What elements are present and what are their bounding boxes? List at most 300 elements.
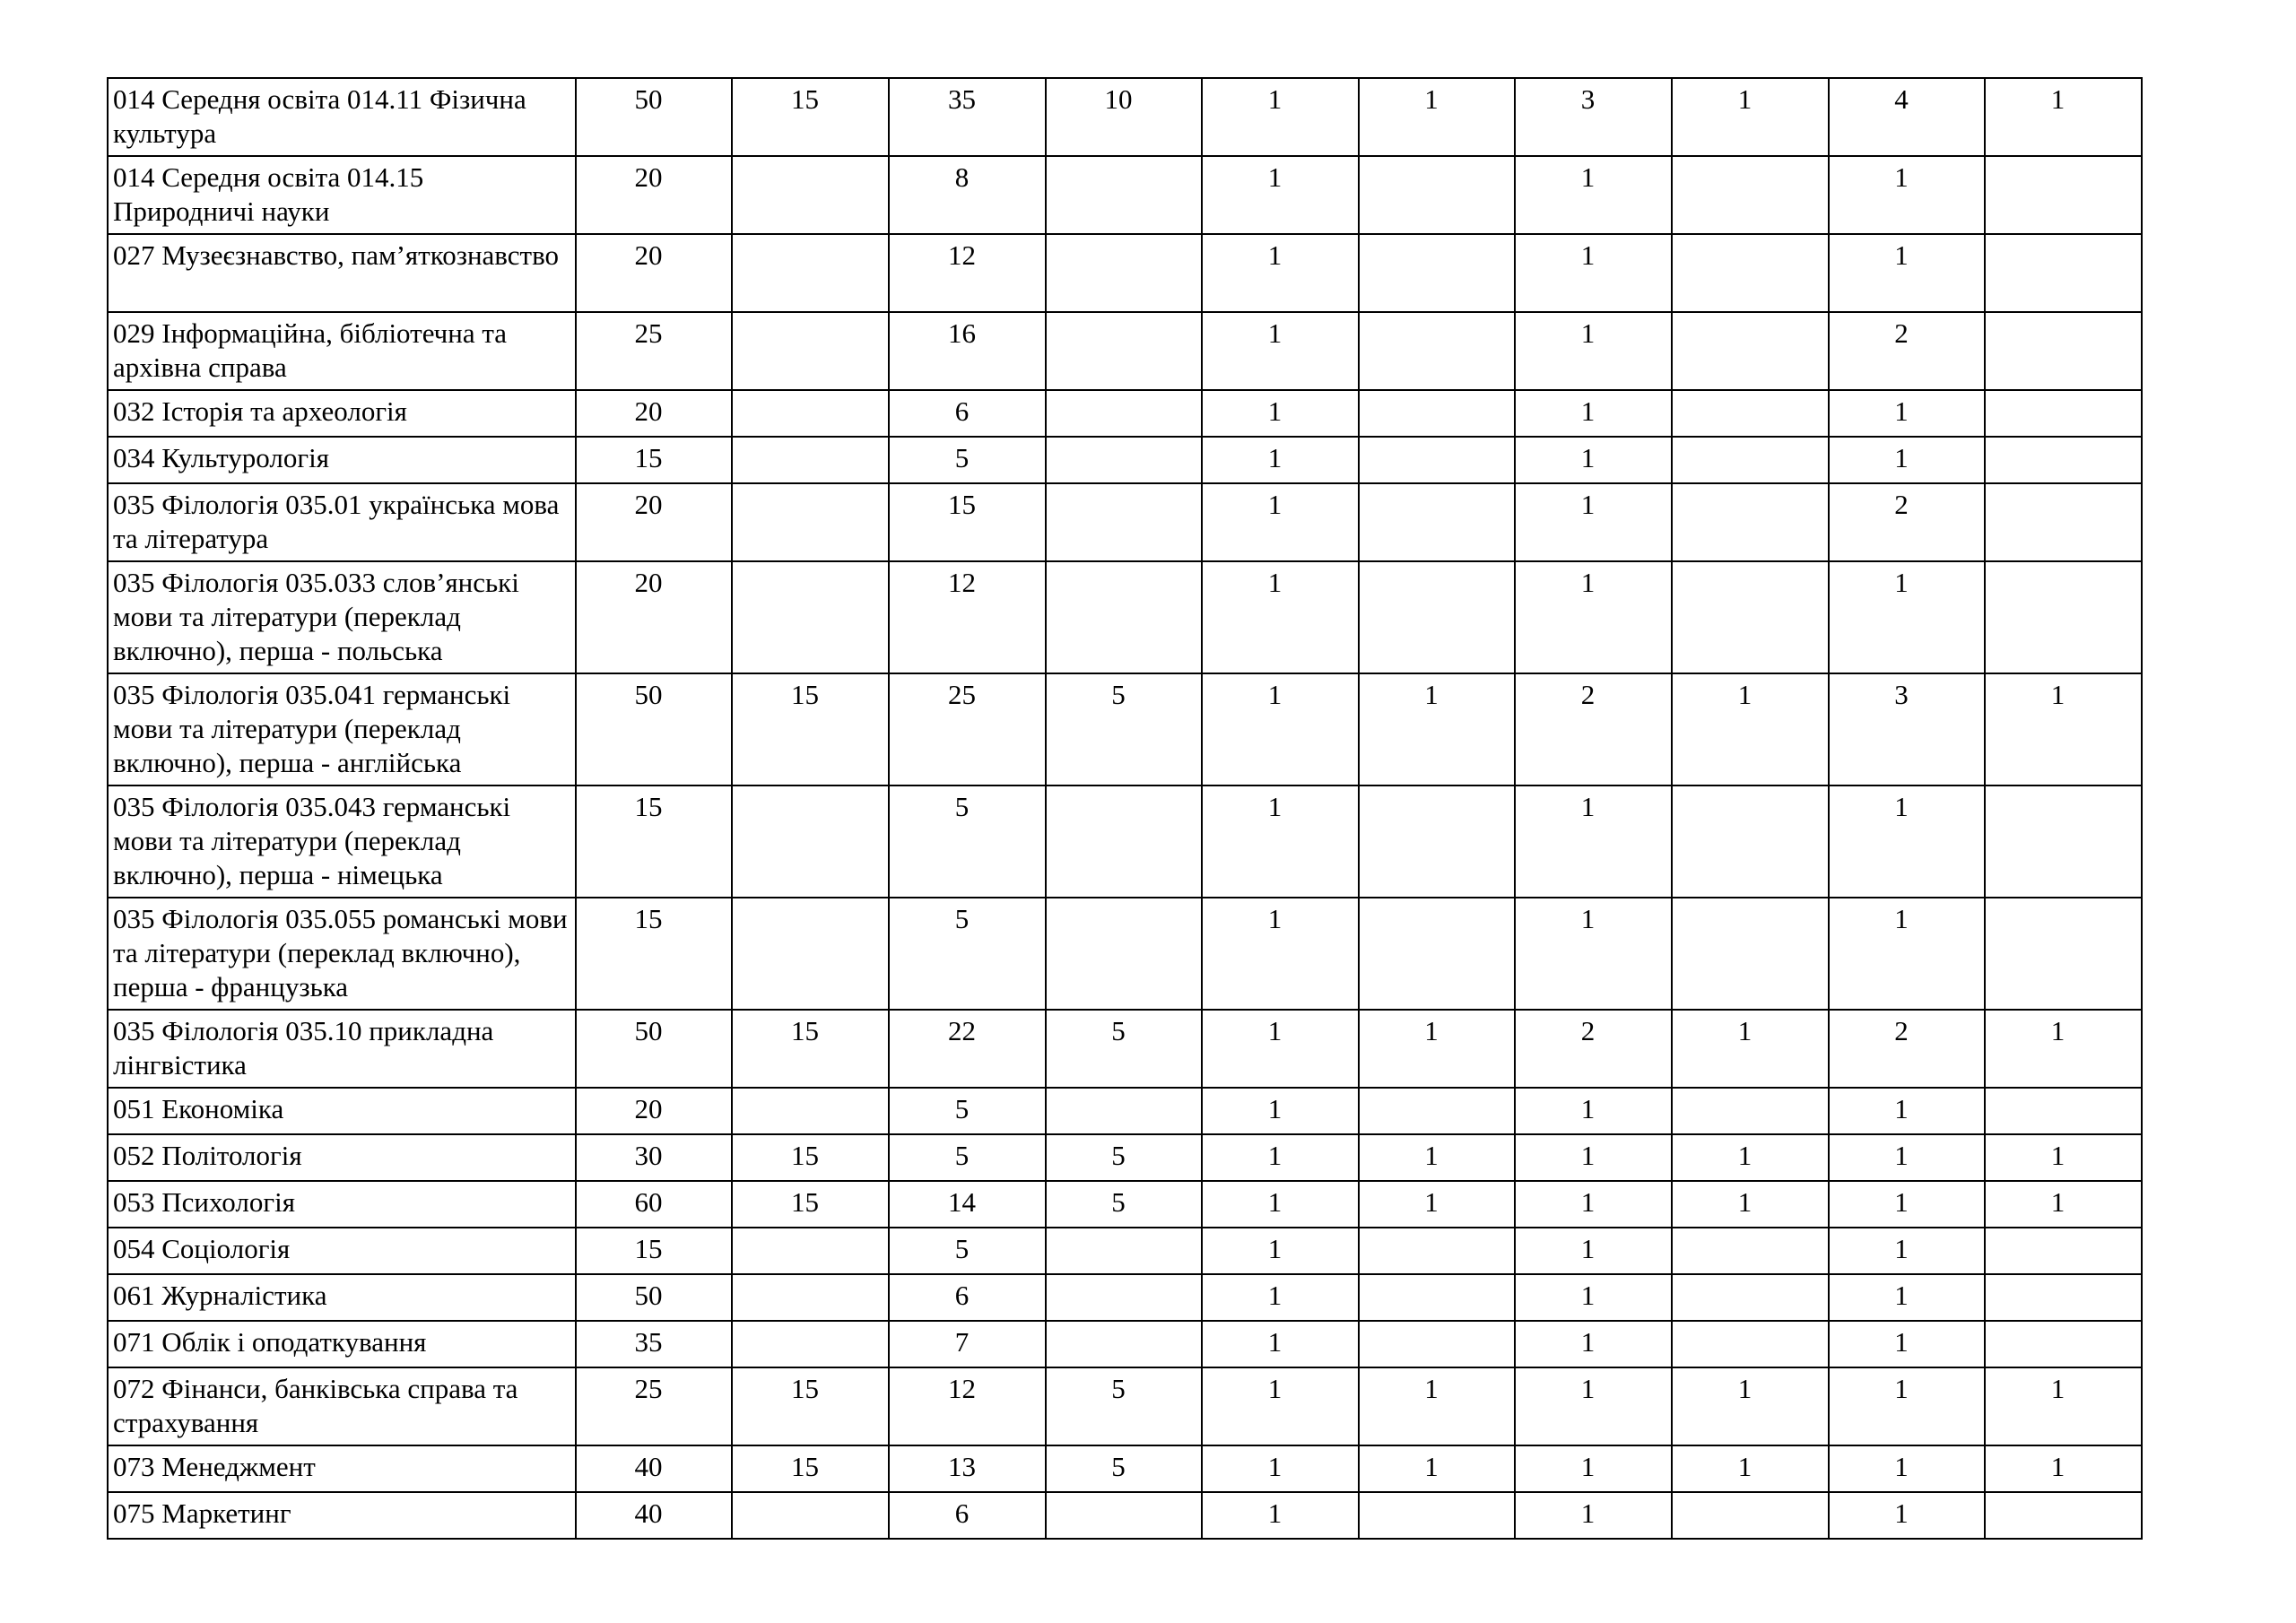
value-text: 1: [1267, 1373, 1283, 1404]
value-cell-col-3: [889, 561, 1046, 673]
value-cell-col-2: [732, 561, 889, 673]
value-cell-col-10: [1985, 1134, 2142, 1181]
specialties-table: [107, 77, 2143, 1540]
value-text: 15: [948, 489, 976, 520]
value-text: 5: [954, 1233, 970, 1264]
value-text: 1: [2050, 1451, 2066, 1482]
value-cell-col-8: [1672, 1274, 1829, 1321]
table-row: [108, 234, 2142, 312]
value-text: 1: [1894, 442, 1909, 473]
value-cell-col-8: [1672, 390, 1829, 437]
value-text: 1: [1894, 1280, 1909, 1311]
value-text: 5: [954, 791, 970, 822]
value-cell-col-10: [1985, 483, 2142, 561]
value-cell-col-7: [1515, 1492, 1672, 1539]
value-cell-col-1: [576, 78, 732, 156]
value-cell-col-10: [1985, 1274, 2142, 1321]
value-text: 1: [1267, 489, 1283, 520]
specialty-name-cell: 035 Філологія 035.041 германські мови та літератури (переклад включно), перша - англійська: [108, 673, 576, 785]
table-row: [108, 78, 2142, 156]
value-cell-col-4: [1046, 898, 1202, 1010]
value-cell-col-7: [1515, 312, 1672, 390]
value-cell-col-1: [576, 785, 732, 898]
value-cell-col-4: [1046, 561, 1202, 673]
value-text: 1: [1424, 1451, 1439, 1482]
specialty-name-cell: 035 Філологія 035.10 прикладна лінгвістика: [108, 1010, 576, 1088]
value-cell-col-3: [889, 390, 1046, 437]
value-text: 1: [1424, 1186, 1439, 1218]
value-cell-col-7: [1515, 78, 1672, 156]
value-cell-col-8: [1672, 1321, 1829, 1367]
value-cell-col-4: [1046, 1134, 1202, 1181]
value-cell-col-10: [1985, 561, 2142, 673]
value-cell-col-6: [1359, 1010, 1515, 1088]
specialty-name-cell: 051 Економіка: [108, 1088, 576, 1134]
value-text: 12: [948, 1373, 976, 1404]
specialty-name-cell: 035 Філологія 035.033 слов’янські мови та літератури (переклад включно), перша - польська: [108, 561, 576, 673]
value-cell-col-6: [1359, 1321, 1515, 1367]
value-cell-col-9: [1829, 1181, 1985, 1228]
value-text: 50: [634, 679, 663, 710]
value-text: 25: [634, 1373, 663, 1404]
value-text: 20: [634, 489, 663, 520]
value-text: 1: [1737, 83, 1752, 115]
value-cell-col-5: [1202, 1088, 1359, 1134]
value-cell-col-5: [1202, 1274, 1359, 1321]
value-cell-col-6: [1359, 1134, 1515, 1181]
value-text: 50: [634, 1280, 663, 1311]
value-cell-col-1: [576, 1445, 732, 1492]
value-text: 15: [791, 1373, 819, 1404]
value-text: 1: [1424, 1140, 1439, 1171]
table-row: [108, 437, 2142, 483]
value-cell-col-2: [732, 1134, 889, 1181]
value-cell-col-8: [1672, 1445, 1829, 1492]
value-cell-col-1: [576, 390, 732, 437]
value-cell-col-10: [1985, 1445, 2142, 1492]
value-text: 2: [1580, 1015, 1596, 1046]
value-cell-col-9: [1829, 312, 1985, 390]
value-text: 30: [634, 1140, 663, 1171]
value-text: 15: [791, 1451, 819, 1482]
value-cell-col-1: [576, 1274, 732, 1321]
value-cell-col-2: [732, 1088, 889, 1134]
value-cell-col-8: [1672, 483, 1829, 561]
value-text: 5: [1111, 1186, 1126, 1218]
specialty-name-cell: 061 Журналістика: [108, 1274, 576, 1321]
value-cell-col-6: [1359, 673, 1515, 785]
table-row: [108, 561, 2142, 673]
value-cell-col-4: [1046, 1445, 1202, 1492]
value-text: 1: [2050, 83, 2066, 115]
value-cell-col-3: [889, 1181, 1046, 1228]
value-text: 35: [634, 1326, 663, 1358]
value-text: 1: [1424, 679, 1439, 710]
value-cell-col-9: [1829, 483, 1985, 561]
value-text: 1: [1580, 395, 1596, 427]
value-cell-col-10: [1985, 312, 2142, 390]
value-cell-col-2: [732, 312, 889, 390]
value-cell-col-8: [1672, 156, 1829, 234]
value-text: 1: [1894, 791, 1909, 822]
value-cell-col-4: [1046, 156, 1202, 234]
value-cell-col-9: [1829, 673, 1985, 785]
table-row: [108, 156, 2142, 234]
value-cell-col-7: [1515, 1445, 1672, 1492]
value-cell-col-7: [1515, 1134, 1672, 1181]
value-cell-col-6: [1359, 234, 1515, 312]
value-text: 5: [1111, 1373, 1126, 1404]
value-cell-col-5: [1202, 78, 1359, 156]
value-cell-col-10: [1985, 1088, 2142, 1134]
value-text: 1: [1267, 83, 1283, 115]
value-cell-col-9: [1829, 437, 1985, 483]
value-cell-col-1: [576, 1228, 732, 1274]
value-text: 5: [954, 1093, 970, 1124]
value-text: 1: [1580, 791, 1596, 822]
value-cell-col-10: [1985, 785, 2142, 898]
value-cell-col-3: [889, 1321, 1046, 1367]
value-cell-col-5: [1202, 1445, 1359, 1492]
value-text: 1: [2050, 1373, 2066, 1404]
value-cell-col-3: [889, 898, 1046, 1010]
value-text: 1: [1580, 317, 1596, 349]
value-text: 1: [1267, 1451, 1283, 1482]
value-cell-col-7: [1515, 156, 1672, 234]
table-row: [108, 483, 2142, 561]
value-cell-col-9: [1829, 1445, 1985, 1492]
value-cell-col-9: [1829, 1492, 1985, 1539]
value-text: 20: [634, 395, 663, 427]
value-text: 20: [634, 161, 663, 193]
value-cell-col-5: [1202, 1181, 1359, 1228]
value-cell-col-1: [576, 156, 732, 234]
value-text: 1: [1580, 1233, 1596, 1264]
value-cell-col-5: [1202, 561, 1359, 673]
value-text: 5: [954, 903, 970, 934]
value-text: 22: [948, 1015, 976, 1046]
value-text: 5: [954, 1140, 970, 1171]
value-text: 1: [1267, 161, 1283, 193]
value-cell-col-9: [1829, 898, 1985, 1010]
value-cell-col-9: [1829, 1274, 1985, 1321]
value-text: 2: [1894, 1015, 1909, 1046]
specialty-name-cell: 034 Культурологія: [108, 437, 576, 483]
value-cell-col-3: [889, 785, 1046, 898]
value-text: 1: [1580, 903, 1596, 934]
table-row: [108, 1367, 2142, 1445]
value-text: 15: [791, 679, 819, 710]
value-cell-col-9: [1829, 561, 1985, 673]
value-cell-col-2: [732, 1181, 889, 1228]
value-cell-col-3: [889, 437, 1046, 483]
value-text: 1: [2050, 1140, 2066, 1171]
value-cell-col-4: [1046, 312, 1202, 390]
value-cell-col-8: [1672, 1134, 1829, 1181]
value-cell-col-10: [1985, 156, 2142, 234]
value-text: 1: [1267, 791, 1283, 822]
value-cell-col-1: [576, 1367, 732, 1445]
value-text: 1: [1737, 679, 1752, 710]
value-text: 15: [634, 442, 663, 473]
value-text: 1: [1737, 1140, 1752, 1171]
value-text: 1: [1267, 317, 1283, 349]
value-cell-col-2: [732, 1367, 889, 1445]
value-text: 1: [1894, 239, 1909, 271]
value-cell-col-6: [1359, 561, 1515, 673]
table-row: [108, 1492, 2142, 1539]
value-text: 1: [1267, 239, 1283, 271]
value-text: 1: [1267, 1186, 1283, 1218]
value-text: 1: [1894, 567, 1909, 598]
value-cell-col-9: [1829, 1367, 1985, 1445]
value-cell-col-4: [1046, 1274, 1202, 1321]
value-cell-col-8: [1672, 1492, 1829, 1539]
value-cell-col-3: [889, 234, 1046, 312]
value-text: 5: [1111, 1015, 1126, 1046]
specialty-name-cell: 071 Облік і оподаткування: [108, 1321, 576, 1367]
value-cell-col-3: [889, 1367, 1046, 1445]
value-text: 13: [948, 1451, 976, 1482]
value-text: 1: [1580, 442, 1596, 473]
value-text: 1: [1424, 1373, 1439, 1404]
value-cell-col-9: [1829, 1321, 1985, 1367]
table-row: [108, 1445, 2142, 1492]
value-text: 1: [1580, 1451, 1596, 1482]
value-cell-col-6: [1359, 156, 1515, 234]
value-cell-col-5: [1202, 312, 1359, 390]
value-cell-col-5: [1202, 1010, 1359, 1088]
value-cell-col-5: [1202, 785, 1359, 898]
table-row: [108, 390, 2142, 437]
table-row: [108, 1274, 2142, 1321]
value-text: 6: [954, 1497, 970, 1529]
value-cell-col-1: [576, 312, 732, 390]
value-text: 1: [1267, 1280, 1283, 1311]
value-cell-col-7: [1515, 1010, 1672, 1088]
value-cell-col-10: [1985, 1010, 2142, 1088]
value-cell-col-5: [1202, 234, 1359, 312]
value-cell-col-10: [1985, 390, 2142, 437]
value-text: 1: [1894, 1233, 1909, 1264]
value-cell-col-3: [889, 1492, 1046, 1539]
value-cell-col-8: [1672, 673, 1829, 785]
value-text: 1: [1737, 1373, 1752, 1404]
value-text: 5: [1111, 679, 1126, 710]
value-cell-col-6: [1359, 483, 1515, 561]
value-cell-col-3: [889, 156, 1046, 234]
value-text: 1: [1424, 1015, 1439, 1046]
value-cell-col-8: [1672, 1181, 1829, 1228]
table-row: [108, 1321, 2142, 1367]
specialty-name-cell: 035 Філологія 035.055 романські мови та літератури (переклад включно), перша - французька: [108, 898, 576, 1010]
value-text: 50: [634, 83, 663, 115]
value-text: 1: [1894, 1451, 1909, 1482]
value-text: 1: [1580, 489, 1596, 520]
value-text: 1: [1424, 83, 1439, 115]
value-cell-col-4: [1046, 1010, 1202, 1088]
value-cell-col-7: [1515, 1321, 1672, 1367]
value-cell-col-9: [1829, 785, 1985, 898]
value-cell-col-8: [1672, 78, 1829, 156]
value-text: 4: [1894, 83, 1909, 115]
value-text: 10: [1104, 83, 1133, 115]
value-text: 1: [1894, 1373, 1909, 1404]
value-text: 6: [954, 395, 970, 427]
value-cell-col-9: [1829, 234, 1985, 312]
value-cell-col-8: [1672, 437, 1829, 483]
value-cell-col-5: [1202, 1321, 1359, 1367]
value-cell-col-9: [1829, 390, 1985, 437]
value-cell-col-2: [732, 673, 889, 785]
value-cell-col-8: [1672, 312, 1829, 390]
value-cell-col-4: [1046, 78, 1202, 156]
value-cell-col-1: [576, 1321, 732, 1367]
value-text: 1: [1267, 1093, 1283, 1124]
value-cell-col-4: [1046, 234, 1202, 312]
value-cell-col-5: [1202, 1134, 1359, 1181]
value-text: 5: [1111, 1140, 1126, 1171]
value-cell-col-6: [1359, 898, 1515, 1010]
value-cell-col-10: [1985, 1228, 2142, 1274]
value-cell-col-8: [1672, 1228, 1829, 1274]
value-cell-col-5: [1202, 1228, 1359, 1274]
value-cell-col-1: [576, 1134, 732, 1181]
value-text: 15: [634, 791, 663, 822]
specialty-name-cell: 032 Історія та археологія: [108, 390, 576, 437]
value-cell-col-1: [576, 1492, 732, 1539]
value-text: 25: [948, 679, 976, 710]
value-cell-col-6: [1359, 312, 1515, 390]
value-cell-col-9: [1829, 156, 1985, 234]
value-text: 35: [948, 83, 976, 115]
value-cell-col-1: [576, 437, 732, 483]
value-text: 1: [1267, 679, 1283, 710]
value-cell-col-3: [889, 312, 1046, 390]
value-cell-col-4: [1046, 1492, 1202, 1539]
specialty-name-cell: 075 Маркетинг: [108, 1492, 576, 1539]
value-cell-col-7: [1515, 898, 1672, 1010]
table-row: [108, 1010, 2142, 1088]
value-cell-col-4: [1046, 1228, 1202, 1274]
value-text: 1: [1894, 1497, 1909, 1529]
value-cell-col-6: [1359, 1445, 1515, 1492]
value-text: 15: [634, 1233, 663, 1264]
value-cell-col-5: [1202, 898, 1359, 1010]
value-text: 1: [1580, 1326, 1596, 1358]
table-row: [108, 898, 2142, 1010]
value-cell-col-8: [1672, 234, 1829, 312]
value-text: 1: [1580, 567, 1596, 598]
value-cell-col-1: [576, 1010, 732, 1088]
value-cell-col-6: [1359, 785, 1515, 898]
value-text: 1: [1267, 1015, 1283, 1046]
value-cell-col-8: [1672, 898, 1829, 1010]
value-cell-col-6: [1359, 390, 1515, 437]
value-text: 1: [1894, 1186, 1909, 1218]
value-text: 2: [1894, 317, 1909, 349]
value-cell-col-3: [889, 1010, 1046, 1088]
value-text: 1: [1580, 1093, 1596, 1124]
value-cell-col-9: [1829, 1228, 1985, 1274]
table-row: [108, 1134, 2142, 1181]
value-cell-col-3: [889, 1445, 1046, 1492]
value-cell-col-7: [1515, 1181, 1672, 1228]
value-cell-col-4: [1046, 1321, 1202, 1367]
value-cell-col-9: [1829, 1134, 1985, 1181]
value-cell-col-2: [732, 390, 889, 437]
value-text: 3: [1580, 83, 1596, 115]
value-text: 3: [1894, 679, 1909, 710]
value-text: 1: [1580, 1280, 1596, 1311]
value-cell-col-1: [576, 1181, 732, 1228]
table-row: [108, 312, 2142, 390]
value-cell-col-3: [889, 1134, 1046, 1181]
value-text: 25: [634, 317, 663, 349]
value-cell-col-1: [576, 483, 732, 561]
value-cell-col-2: [732, 1228, 889, 1274]
value-cell-col-10: [1985, 234, 2142, 312]
value-text: 1: [2050, 1186, 2066, 1218]
table-row: [108, 1181, 2142, 1228]
specialty-name-cell: 014 Середня освіта 014.11 Фізична культура: [108, 78, 576, 156]
value-text: 1: [1267, 567, 1283, 598]
specialty-name-cell: 035 Філологія 035.01 українська мова та література: [108, 483, 576, 561]
value-cell-col-2: [732, 1010, 889, 1088]
value-cell-col-4: [1046, 785, 1202, 898]
value-cell-col-5: [1202, 156, 1359, 234]
value-cell-col-7: [1515, 785, 1672, 898]
value-cell-col-4: [1046, 1088, 1202, 1134]
value-cell-col-5: [1202, 390, 1359, 437]
value-text: 1: [1580, 161, 1596, 193]
value-cell-col-10: [1985, 898, 2142, 1010]
value-cell-col-8: [1672, 785, 1829, 898]
value-cell-col-10: [1985, 673, 2142, 785]
value-cell-col-8: [1672, 1088, 1829, 1134]
value-text: 2: [1580, 679, 1596, 710]
value-cell-col-2: [732, 437, 889, 483]
value-text: 60: [634, 1186, 663, 1218]
value-cell-col-10: [1985, 1321, 2142, 1367]
value-text: 1: [1580, 1373, 1596, 1404]
table-row: [108, 785, 2142, 898]
value-cell-col-4: [1046, 390, 1202, 437]
value-cell-col-7: [1515, 437, 1672, 483]
value-cell-col-9: [1829, 1088, 1985, 1134]
specialty-name-cell: 027 Музеєзнавство, пам’яткознавство: [108, 234, 576, 312]
value-cell-col-6: [1359, 1181, 1515, 1228]
value-text: 15: [791, 1140, 819, 1171]
value-cell-col-7: [1515, 1367, 1672, 1445]
specialty-name-cell: 052 Політологія: [108, 1134, 576, 1181]
value-cell-col-3: [889, 673, 1046, 785]
value-cell-col-4: [1046, 437, 1202, 483]
value-text: 1: [1894, 395, 1909, 427]
value-text: 1: [1267, 1233, 1283, 1264]
table-row: [108, 673, 2142, 785]
value-text: 1: [1267, 1140, 1283, 1171]
value-cell-col-4: [1046, 673, 1202, 785]
value-text: 2: [1894, 489, 1909, 520]
value-cell-col-2: [732, 483, 889, 561]
value-cell-col-10: [1985, 1367, 2142, 1445]
value-cell-col-2: [732, 156, 889, 234]
value-text: 1: [1894, 903, 1909, 934]
value-cell-col-10: [1985, 1181, 2142, 1228]
table-row: [108, 1088, 2142, 1134]
value-cell-col-7: [1515, 1228, 1672, 1274]
